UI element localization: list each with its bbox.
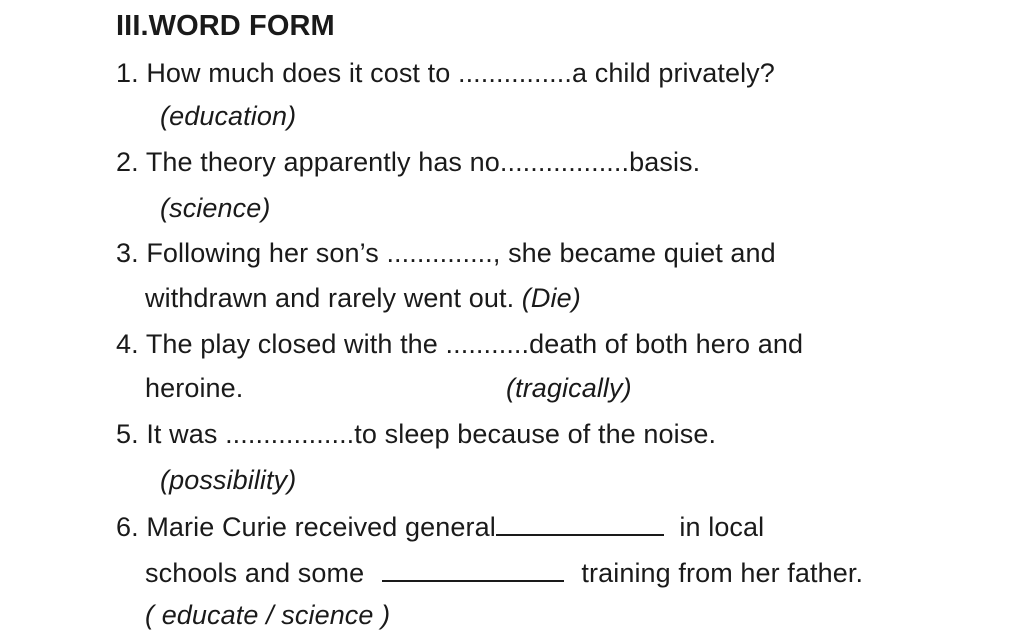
question-2 [116, 145, 700, 179]
question-4-hint: (tragically) [506, 373, 632, 403]
answer-blank[interactable]: ................. [499, 147, 630, 177]
question-number: 3. [116, 238, 139, 268]
answer-blank-underline[interactable] [382, 554, 564, 582]
question-text-before: The play closed with the [145, 329, 446, 359]
question-text-after: training from her father. [573, 558, 864, 588]
answer-blank[interactable]: ........... [445, 329, 530, 359]
question-4-line-2: heroine. [145, 373, 244, 403]
question-5-hint: (possibility) [160, 465, 297, 495]
question-text-after: basis. [629, 147, 701, 177]
question-6-hint: ( educate / science ) [145, 600, 391, 630]
answer-blank[interactable]: ............... [457, 58, 572, 88]
question-text-before: How much does it cost to [146, 58, 458, 88]
question-number: 1. [116, 58, 139, 88]
question-6 [116, 508, 764, 544]
question-text-before: The theory apparently has no [145, 147, 500, 177]
question-3 [116, 236, 776, 270]
question-text-after: , she became quiet and [492, 238, 776, 268]
question-3-line-2 [145, 281, 581, 315]
question-text-after: a child privately? [572, 58, 775, 88]
question-text-before: Following her son’s [146, 238, 387, 268]
section-title: III.WORD FORM [116, 10, 335, 42]
question-text-continued: withdrawn and rarely went out. [145, 283, 522, 313]
question-4 [116, 327, 803, 361]
question-text-before: Marie Curie received general [146, 512, 496, 542]
question-2-hint: (science) [160, 193, 271, 223]
question-text-after: death of both hero and [529, 329, 804, 359]
question-number: 2. [116, 147, 139, 177]
question-1-hint: (education) [160, 101, 297, 131]
question-5 [116, 417, 716, 451]
question-6-line-2 [145, 554, 863, 590]
answer-blank-underline[interactable] [496, 508, 664, 536]
answer-blank[interactable]: ................. [225, 419, 355, 449]
question-number: 5. [116, 419, 139, 449]
question-text-before: It was [146, 419, 226, 449]
question-text-after: to sleep because of the noise. [354, 419, 717, 449]
question-3-hint: (Die) [521, 283, 581, 313]
answer-blank[interactable]: .............. [386, 238, 493, 268]
question-number: 6. [116, 512, 139, 542]
question-text-after: in local [671, 512, 765, 542]
question-1 [116, 56, 775, 90]
question-text-continued: schools and some [145, 558, 372, 588]
question-number: 4. [116, 329, 139, 359]
